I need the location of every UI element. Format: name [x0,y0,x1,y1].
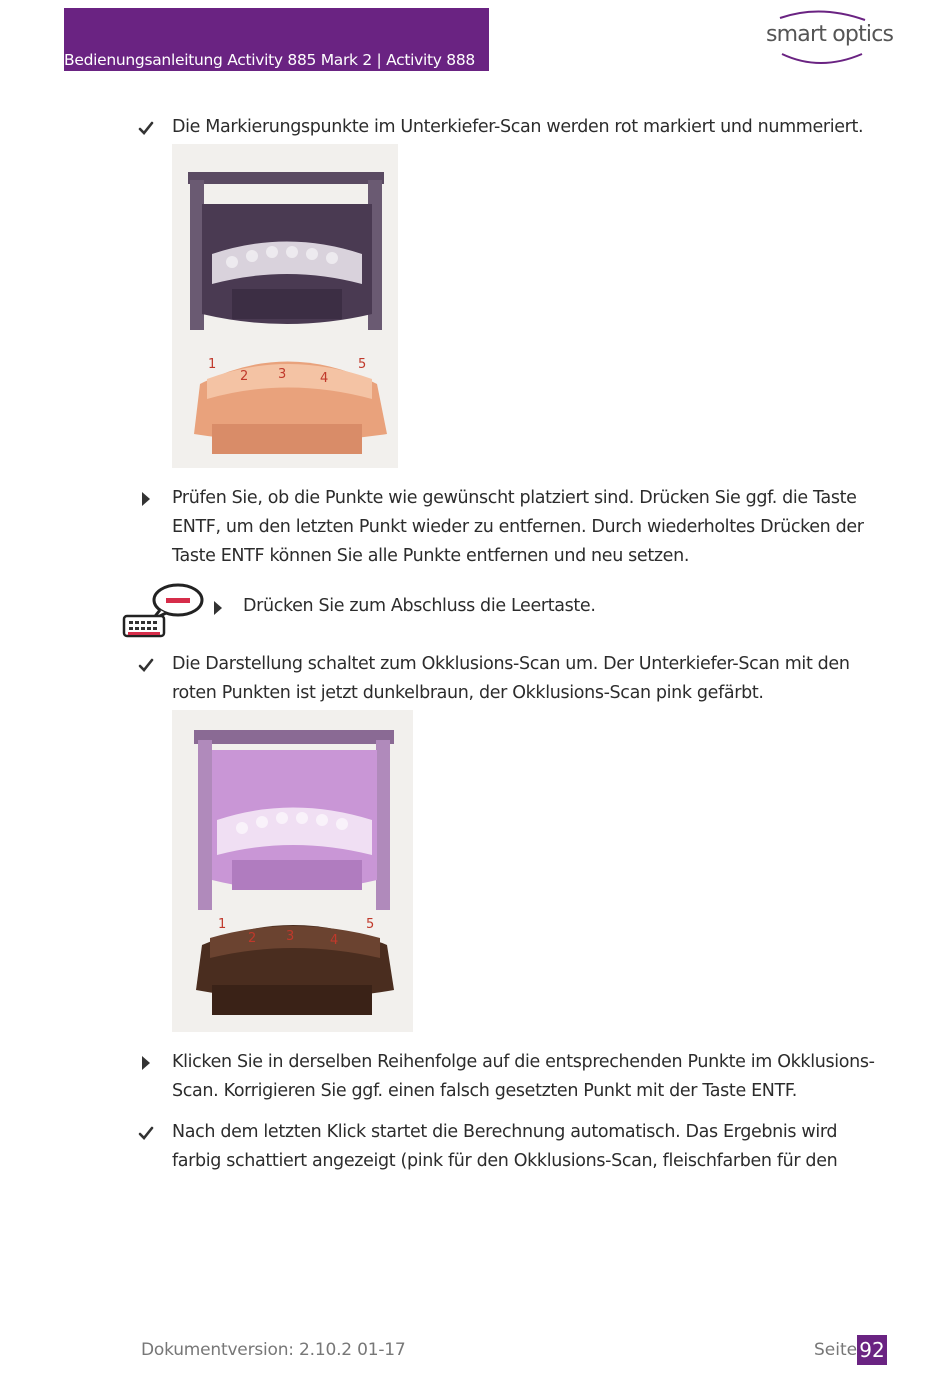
logo [760,6,894,68]
document-version: Dokumentversion: 2.10.2 01-17 [141,1340,406,1360]
triangle-right-icon [138,489,154,509]
point-label: 3 [286,929,295,944]
dental-scan-image [172,710,413,1032]
item-text: Prüfen Sie, ob die Punkte wie gewünscht platziert sind. Drücken Sie ggf. die Taste ENTF, um den letzten Punkt wieder zu entfernen. Durch wiederholtes Drücken der Taste ENTF können Sie alle Punkte entfernen und neu setzen. [172,488,864,566]
point-label: 5 [358,357,367,372]
item-text: Klicken Sie in derselben Reihenfolge auf die entsprechenden Punkte im Okklusions-Scan. Korrigieren Sie ggf. einen falsch gesetzten Punkt mit der Taste ENTF. [172,1052,875,1101]
item-text: Die Markierungspunkte im Unterkiefer-Scan werden rot markiert und nummeriert. [172,117,864,137]
page-label: Seite [814,1340,858,1360]
triangle-right-icon [210,598,226,618]
point-label: 3 [278,367,287,382]
header-title: Bedienungsanleitung Activity 885 Mark 2 | Activity 888 [64,51,475,69]
scan-figure-lower-jaw [172,144,398,468]
point-label: 4 [330,933,339,948]
point-label: 2 [248,931,257,946]
logo-text: smart optics [766,22,894,47]
keyboard-speech-icon [120,580,210,640]
page-number-box [857,1335,887,1365]
triangle-right-icon [138,1053,154,1073]
scan-figure-occlusion [172,710,413,1032]
check-icon [138,118,154,138]
point-label: 1 [208,357,217,372]
check-icon [138,1123,154,1143]
point-label: 4 [320,371,329,386]
point-label: 1 [218,917,227,932]
page-number: 92 [859,1338,885,1362]
check-icon [138,655,154,675]
keyboard-step-text: Drücken Sie zum Abschluss die Leertaste. [243,596,596,616]
point-label: 5 [366,917,375,932]
dental-scan-image [172,144,398,468]
item-text: Nach dem letzten Klick startet die Berechnung automatisch. Das Ergebnis wird farbig schattiert angezeigt (pink für den Okklusions-Scan, fleischfarben für den [172,1122,838,1171]
point-label: 2 [240,369,249,384]
header-bar [64,8,489,71]
item-text: Die Darstellung schaltet zum Okklusions-Scan um. Der Unterkiefer-Scan mit den roten Punkten ist jetzt dunkelbraun, der Okklusions-Scan pink gefärbt. [172,654,850,703]
